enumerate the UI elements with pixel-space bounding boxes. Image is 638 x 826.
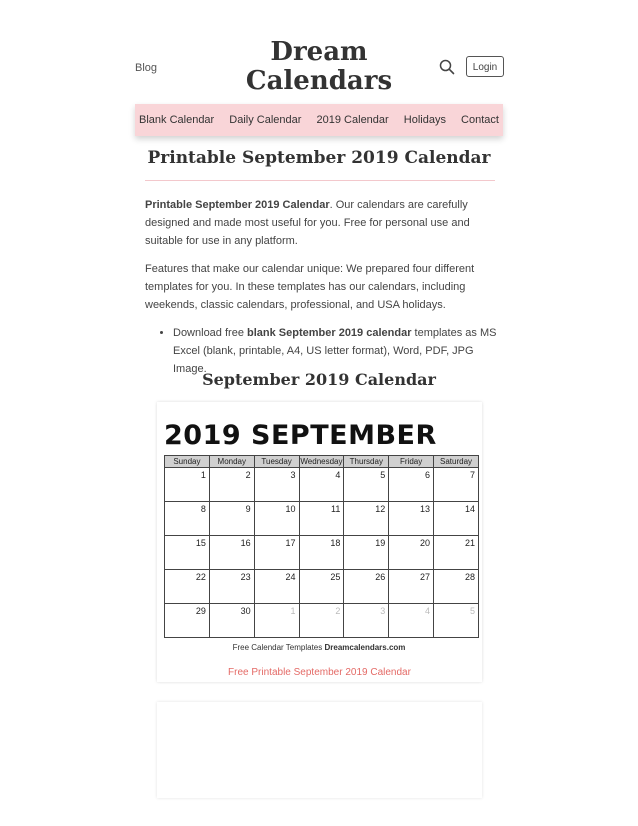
calendar-image[interactable] xyxy=(160,420,478,654)
calendar-card xyxy=(157,402,482,682)
calendar-week-row xyxy=(165,502,479,536)
calendar-heading: 2019 SEPTEMBER xyxy=(164,420,437,451)
calendar-body xyxy=(165,468,479,638)
weekday-header: Saturday xyxy=(434,456,479,468)
login-button[interactable]: Login xyxy=(466,56,504,77)
calendar-day-cell xyxy=(209,536,254,570)
calendar-day-cell xyxy=(344,468,389,502)
calendar-day-cell xyxy=(434,570,479,604)
day-number: 2 xyxy=(335,606,341,616)
day-number: 22 xyxy=(195,572,206,582)
day-number: 17 xyxy=(285,538,296,548)
calendar-day-cell xyxy=(299,502,344,536)
calendar-day-cell xyxy=(389,468,434,502)
calendar-day-cell xyxy=(299,468,344,502)
day-number: 7 xyxy=(469,470,475,480)
calendar-day-cell xyxy=(209,502,254,536)
bullet-bold: blank September 2019 calendar xyxy=(247,327,412,339)
weekday-row xyxy=(165,456,479,468)
footer-site: Dreamcalendars.com xyxy=(324,643,406,652)
calendar-day-cell xyxy=(344,502,389,536)
calendar-day-cell xyxy=(344,570,389,604)
calendar-day-cell xyxy=(165,604,210,638)
calendar-day-cell xyxy=(344,604,389,638)
day-number: 20 xyxy=(420,538,431,548)
calendar-day-cell xyxy=(389,536,434,570)
calendar-footer xyxy=(160,643,478,652)
bullet-post: templates as MS Excel (blank, printable, A4, US letter format), Word, PDF, JPG Image. xyxy=(173,327,497,375)
calendar-day-cell xyxy=(209,570,254,604)
day-number: 10 xyxy=(285,504,296,514)
footer-text: Free Calendar Templates xyxy=(232,643,325,652)
calendar-day-cell xyxy=(389,502,434,536)
calendar-week-row xyxy=(165,570,479,604)
day-number: 16 xyxy=(240,538,251,548)
calendar-day-cell xyxy=(254,502,299,536)
day-number: 14 xyxy=(464,504,475,514)
weekday-header: Friday xyxy=(389,456,434,468)
nav-item-2019-calendar[interactable]: 2019 Calendar xyxy=(316,114,389,126)
day-number: 2 xyxy=(245,470,251,480)
calendar-day-cell xyxy=(165,502,210,536)
intro-paragraph xyxy=(145,196,497,250)
day-number: 18 xyxy=(330,538,341,548)
day-number: 4 xyxy=(335,470,341,480)
intro-bold: Printable September 2019 Calendar xyxy=(145,199,330,211)
calendar-week-row xyxy=(165,468,479,502)
calendar-day-cell xyxy=(434,468,479,502)
section-title: September 2019 Calendar xyxy=(202,370,436,389)
calendar-day-cell xyxy=(344,536,389,570)
page-title: Printable September 2019 Calendar xyxy=(147,148,491,168)
calendar-day-cell xyxy=(434,536,479,570)
day-number: 29 xyxy=(195,606,206,616)
second-calendar-card xyxy=(157,702,482,798)
day-number: 11 xyxy=(331,504,341,514)
calendar-day-cell xyxy=(165,468,210,502)
weekday-header: Monday xyxy=(209,456,254,468)
day-number: 1 xyxy=(290,606,296,616)
day-number: 25 xyxy=(330,572,341,582)
logo-line-2: Calendars xyxy=(245,66,393,96)
site-logo[interactable] xyxy=(0,38,638,96)
calendar-caption-link[interactable]: Free Printable September 2019 Calendar xyxy=(228,667,411,678)
day-number: 3 xyxy=(380,606,386,616)
blog-link[interactable]: Blog xyxy=(135,62,158,74)
calendar-day-cell xyxy=(209,604,254,638)
calendar-day-cell xyxy=(299,536,344,570)
calendar-day-cell xyxy=(254,536,299,570)
nav-item-holidays[interactable]: Holidays xyxy=(403,114,446,126)
day-number: 8 xyxy=(200,504,206,514)
site-header xyxy=(0,0,638,105)
day-number: 27 xyxy=(420,572,431,582)
calendar-grid xyxy=(164,455,479,638)
search-icon[interactable] xyxy=(439,59,455,75)
nav-item-blank-calendar[interactable]: Blank Calendar xyxy=(139,114,215,126)
day-number: 23 xyxy=(240,572,251,582)
calendar-day-cell xyxy=(254,604,299,638)
calendar-day-cell xyxy=(209,468,254,502)
intro-text: . Our calendars are carefully designed and made most useful for you. Free for personal use and suitable for use in any platform. xyxy=(145,199,470,247)
calendar-week-row xyxy=(165,536,479,570)
calendar-day-cell xyxy=(165,570,210,604)
weekday-header: Wednesday xyxy=(300,457,343,466)
day-number: 5 xyxy=(380,470,386,480)
weekday-header: Tuesday xyxy=(254,456,299,468)
day-number: 26 xyxy=(375,572,386,582)
calendar-day-cell xyxy=(254,468,299,502)
calendar-day-cell xyxy=(299,570,344,604)
day-number: 24 xyxy=(285,572,296,582)
day-number: 5 xyxy=(469,606,475,616)
article-content xyxy=(145,196,497,378)
day-number: 4 xyxy=(425,606,431,616)
logo-line-1: Dream xyxy=(270,37,368,67)
day-number: 12 xyxy=(375,504,386,514)
day-number: 21 xyxy=(464,538,475,548)
nav-item-daily-calendar[interactable]: Daily Calendar xyxy=(229,114,302,126)
day-number: 3 xyxy=(290,470,296,480)
day-number: 15 xyxy=(195,538,206,548)
main-nav xyxy=(135,104,503,136)
features-paragraph: Features that make our calendar unique: We prepared four different templates for you. In these templates has our calendars, including weekends, classic calendars, professional, and USA holidays. xyxy=(145,263,475,311)
calendar-week-row xyxy=(165,604,479,638)
day-number: 13 xyxy=(420,504,431,514)
day-number: 6 xyxy=(425,470,431,480)
weekday-header: Sunday xyxy=(165,456,210,468)
calendar-day-cell xyxy=(434,604,479,638)
calendar-day-cell xyxy=(389,604,434,638)
day-number: 28 xyxy=(464,572,475,582)
calendar-day-cell xyxy=(434,502,479,536)
calendar-day-cell xyxy=(254,570,299,604)
nav-item-contact[interactable]: Contact xyxy=(461,114,499,126)
day-number: 1 xyxy=(200,470,206,480)
title-divider xyxy=(145,180,495,181)
calendar-day-cell xyxy=(299,604,344,638)
calendar-day-cell xyxy=(389,570,434,604)
day-number: 9 xyxy=(245,504,251,514)
day-number: 19 xyxy=(375,538,386,548)
day-number: 30 xyxy=(240,606,251,616)
calendar-day-cell xyxy=(165,536,210,570)
weekday-header: Thursday xyxy=(344,456,389,468)
bullet-pre: Download free xyxy=(173,327,247,339)
